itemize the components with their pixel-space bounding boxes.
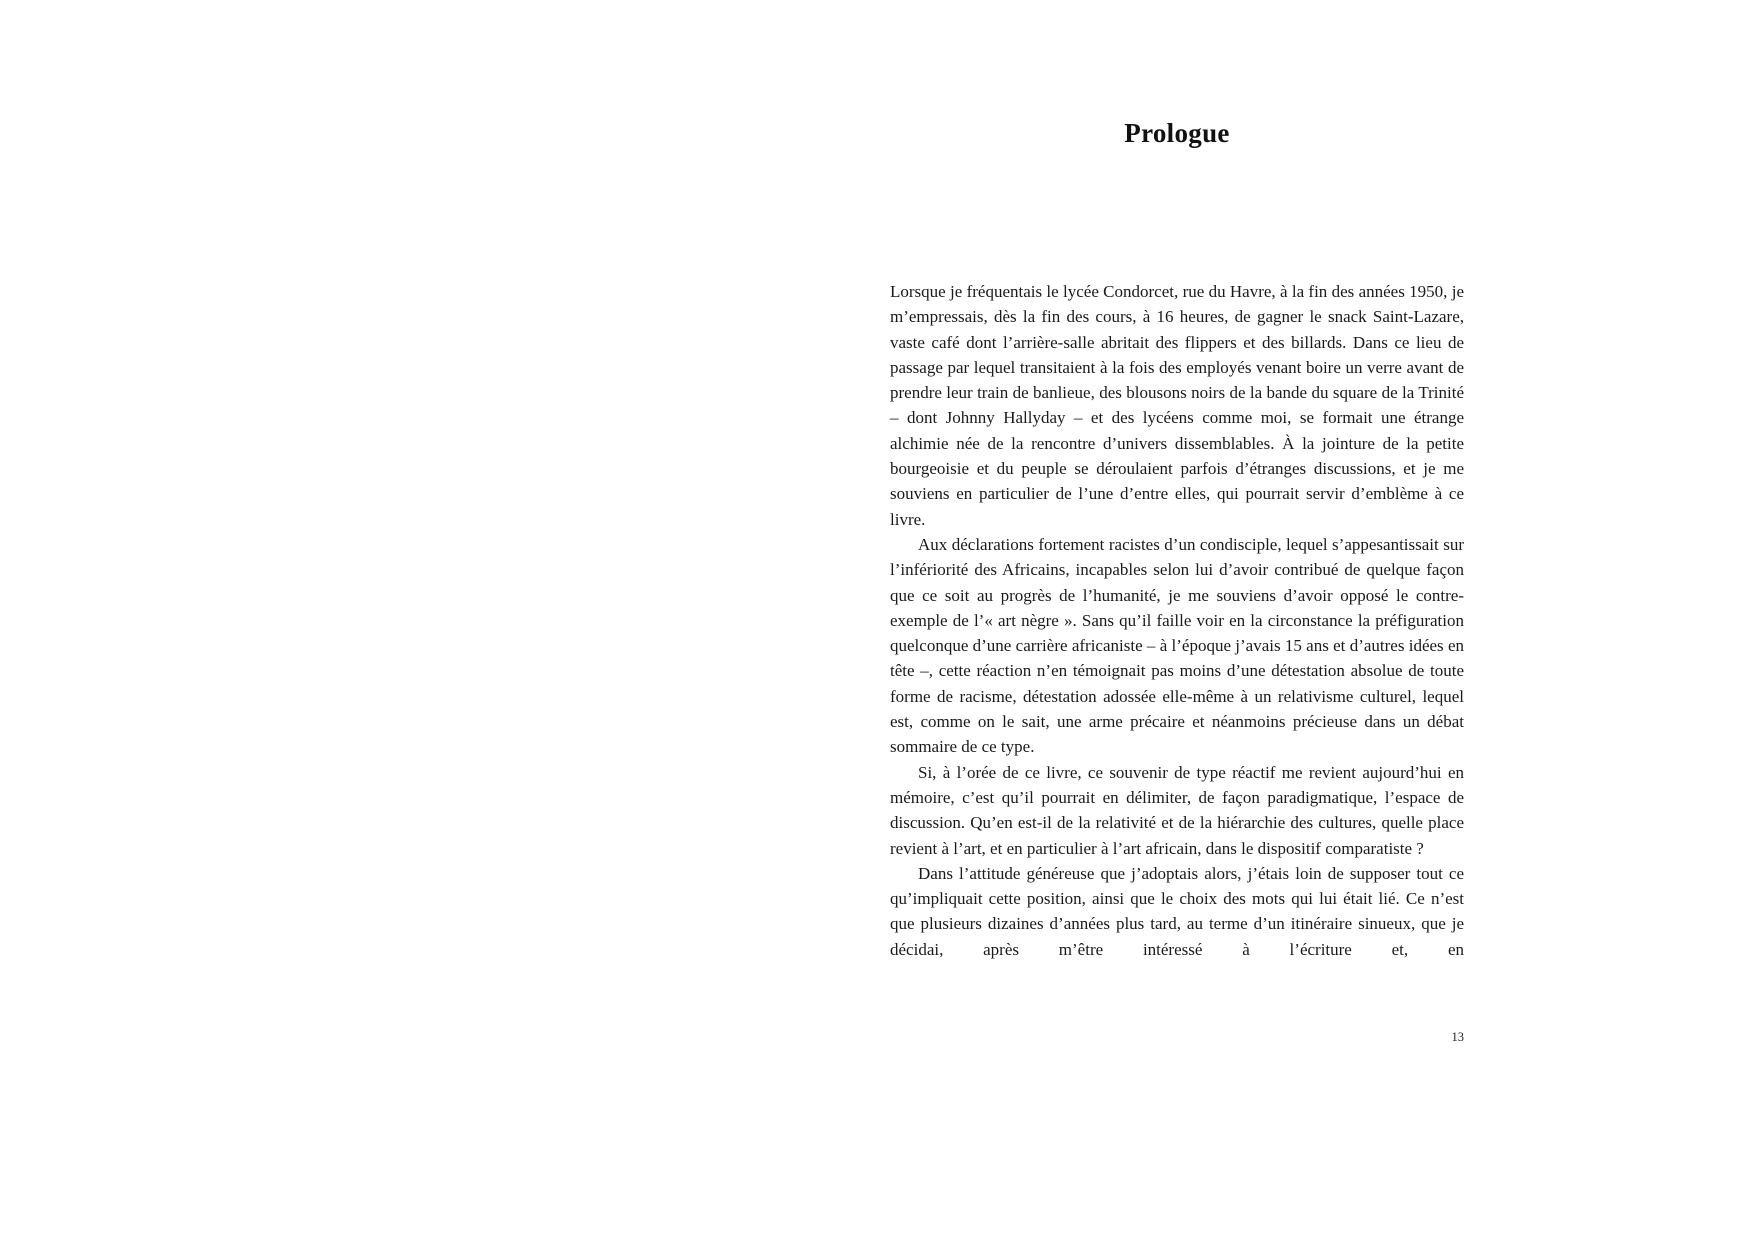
page-number: 13	[1451, 1030, 1464, 1044]
paragraph-2: Aux déclarations fortement racistes d’un condisciple, lequel s’appesantissait sur l’infériorité des Africains, incapables selon lui d’avoir contribué de quelque façon que ce soit au progrès de l’humanité, je me souviens d’avoir opposé le contre-exemple de l’« art nègre ». Sans qu’il faille voir en la circonstance la préfiguration quelconque d’une carrière africaniste – à l’époque j’avais 15 ans et d’autres idées en tête –, cette réaction n’en témoignait pas moins d’une détestation absolue de toute forme de racisme, détestation adossée elle-même à un relativisme culturel, lequel est, comme on le sait, une arme précaire et néanmoins précieuse dans un débat sommaire de ce type.	[890, 534, 1464, 757]
chapter-title: Prologue	[1124, 118, 1230, 148]
book-page	[890, 0, 1464, 1240]
paragraph-3: Si, à l’orée de ce livre, ce souvenir de type réactif me revient aujourd’hui en mémoire, c’est qu’il pourrait en délimiter, de façon paradigmatique, l’espace de discussion. Qu’en est-il de la relativité et de la hiérarchie des cultures, quelle place revient à l’art, et en particulier à l’art africain, dans le dispositif comparatiste ?	[890, 762, 1464, 858]
paragraph-1: Lorsque je fréquentais le lycée Condorcet, rue du Havre, à la fin des années 1950, je m’empressais, dès la fin des cours, à 16 heures, de gagner le snack Saint-Lazare, vaste café dont l’arrière-salle abritait des flippers et des billards. Dans ce lieu de passage par lequel transitaient à la fois des employés venant boire un verre avant de prendre leur train de banlieue, des blousons noirs de la bande du square de la Trinité – dont Johnny Hallyday – et des lycéens comme moi, se formait une étrange alchimie née de la rencontre d’univers dissemblables. À la jointure de la petite bourgeoisie et du peuple se déroulaient parfois d’étranges discussions, et je me souviens en particulier de l’une d’entre elles, qui pourrait servir d’emblème à ce livre.	[890, 282, 1464, 529]
paragraph-4: Dans l’attitude généreuse que j’adoptais alors, j’étais loin de supposer tout ce qu’impliquait cette position, ainsi que le choix des mots qui lui était lié. Ce n’est que plusieurs dizaines d’années plus tard, au terme d’un itinéraire sinueux, que je décidai, après m’être intéressé à l’écriture et, en	[890, 863, 1464, 959]
body-text	[890, 279, 1464, 962]
